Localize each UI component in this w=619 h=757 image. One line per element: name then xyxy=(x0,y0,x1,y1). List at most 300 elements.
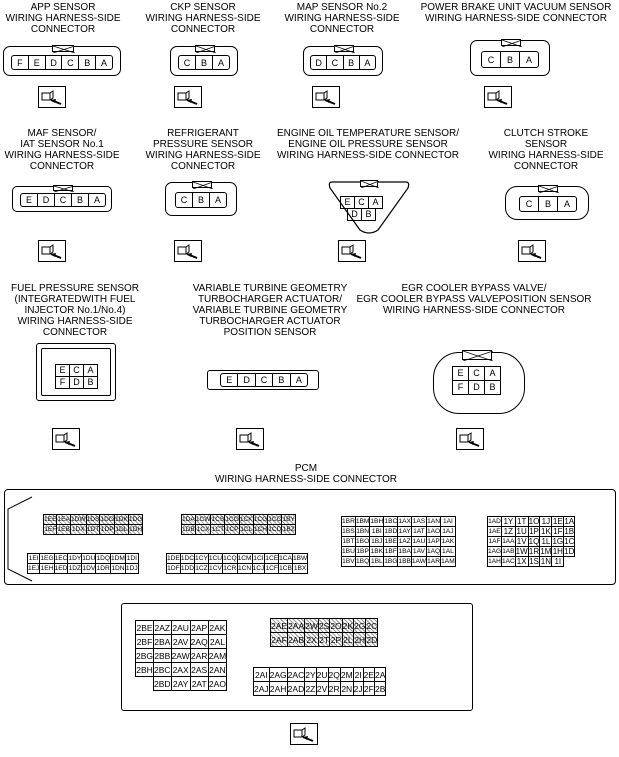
maf-sensor-connector xyxy=(12,186,112,212)
pin: 2G xyxy=(354,620,366,631)
connector-latch xyxy=(538,185,558,192)
pin: 1DL xyxy=(115,526,128,533)
pin: 2N xyxy=(341,683,353,694)
pin: 2T xyxy=(319,634,330,645)
pin: F xyxy=(453,381,469,395)
terminal-view-icon xyxy=(518,240,546,262)
pbu-sensor-connector xyxy=(470,40,550,76)
pin: 1AV xyxy=(412,548,425,555)
pin: 1CV xyxy=(209,565,222,572)
pin: 1CC xyxy=(268,516,282,523)
eot-pin-grid-lower xyxy=(347,208,376,221)
pin: 2BE xyxy=(136,622,153,633)
pin: B xyxy=(362,209,376,221)
pcm1-block-f xyxy=(487,516,575,567)
pin: C xyxy=(62,56,79,69)
pin: 2AM xyxy=(208,650,227,661)
pin: 2AL xyxy=(209,636,225,647)
pin: 1BT xyxy=(342,538,355,545)
pin: 1F xyxy=(553,527,563,536)
vtg-actuator-connector xyxy=(207,370,319,390)
pin: C xyxy=(176,193,193,207)
pin: 1EA xyxy=(57,516,70,523)
pin: A xyxy=(563,199,570,209)
pin: 1BA xyxy=(398,548,411,555)
pin: 1S xyxy=(529,557,539,566)
pin: 1CY xyxy=(195,555,208,562)
pin: 2AK xyxy=(209,622,226,633)
pin: 1BW xyxy=(292,555,308,562)
pin: 2V xyxy=(316,683,328,694)
pin: 1DN xyxy=(111,565,125,572)
pin: 1AW xyxy=(411,558,426,565)
pin: 2AE xyxy=(271,620,288,631)
pin: 2AO xyxy=(208,678,226,689)
pin: 2K xyxy=(342,620,354,631)
pin: 1DS xyxy=(86,516,100,523)
terminal-view-icon xyxy=(236,428,264,450)
pin: 1B xyxy=(564,527,575,536)
pin: 2Z xyxy=(305,683,316,694)
pin: 1BX xyxy=(293,565,307,572)
pcm2-block-top xyxy=(270,618,378,647)
pin: 2AF xyxy=(271,634,287,645)
connector-latch xyxy=(52,45,74,52)
pin: 1T xyxy=(517,517,527,526)
pin: 2BC xyxy=(154,664,171,675)
pin: 1ED xyxy=(54,565,68,572)
pin: B xyxy=(501,52,520,67)
egr-valve-caption: EGR COOLER BYPASS VALVE/ EGR COOLER BYPASS VALVEPOSITION SENSOR WIRING HARNESS-SIDE CONNECTOR xyxy=(356,283,592,316)
pin: 2AJ xyxy=(254,683,269,694)
pin: 1G xyxy=(552,537,564,546)
pin: A xyxy=(369,197,383,209)
pin: 1X xyxy=(516,557,527,566)
pin: 1M xyxy=(540,547,552,556)
pcm-caption: PCM WIRING HARNESS-SIDE CONNECTOR xyxy=(214,463,398,485)
pin: 1EH xyxy=(40,565,54,572)
pin: 1DY xyxy=(68,555,82,562)
pin: 1DD xyxy=(180,565,195,572)
pin: 1CX xyxy=(196,526,210,533)
pin: 1CZ xyxy=(195,565,208,572)
clutch-sensor-connector xyxy=(505,186,589,220)
connector-latch xyxy=(360,180,378,187)
pin: 2U xyxy=(316,669,328,680)
pin: 2C xyxy=(366,620,378,631)
pin: F xyxy=(56,377,70,389)
pin: 1K xyxy=(541,527,551,536)
pin: 2AI xyxy=(254,669,268,680)
pin: 1CO xyxy=(225,516,239,523)
pin: 2AQ xyxy=(190,636,208,647)
pin: 1AI xyxy=(441,517,456,527)
pin: E xyxy=(21,194,38,206)
pin: D xyxy=(46,56,63,69)
pin: 2AR xyxy=(190,650,208,661)
pin: 1AG xyxy=(488,548,502,555)
pin: D xyxy=(238,374,255,386)
pin: 1DU xyxy=(82,555,96,562)
pin: 2Y xyxy=(305,669,316,680)
pin: 1EE xyxy=(44,516,57,523)
pin: 1AZ xyxy=(398,538,411,545)
terminal-view-icon xyxy=(338,240,366,262)
pin: 1DW xyxy=(70,516,86,523)
pin: 1CI xyxy=(253,555,264,562)
pin: A xyxy=(364,57,371,68)
pin: 2H xyxy=(354,634,366,645)
pcm2-block-bottom xyxy=(253,667,386,696)
pin: 2AV xyxy=(172,636,189,647)
pin: 1CJ xyxy=(252,565,265,572)
pin: B xyxy=(344,56,360,69)
pin: C xyxy=(482,52,501,67)
pin: 1DA xyxy=(182,516,195,523)
pin xyxy=(136,677,154,691)
connector-latch xyxy=(462,350,492,360)
pin: 1CR xyxy=(223,565,237,572)
pin: E xyxy=(56,365,70,377)
pin: 1CA xyxy=(279,555,292,562)
pin: B xyxy=(84,377,98,389)
pin: 1DP xyxy=(100,526,114,533)
pin: 1BQ xyxy=(356,558,370,565)
pin: D xyxy=(70,377,84,389)
pin: 1N xyxy=(540,557,552,566)
pin: B xyxy=(193,193,210,207)
pin: 1AA xyxy=(502,538,515,545)
pin: 1BS xyxy=(342,528,355,535)
pin: 1BJ xyxy=(371,538,383,545)
pin: A xyxy=(485,367,501,381)
pin: 2F xyxy=(363,683,374,694)
pin: A xyxy=(525,54,532,65)
pin: 1AO xyxy=(426,528,441,535)
pin: 2I xyxy=(354,669,362,680)
pin: 1W xyxy=(515,547,528,556)
pin: 1AD xyxy=(488,518,501,525)
pin: 1EC xyxy=(54,555,68,562)
pin: 1AB xyxy=(502,548,515,555)
pin: 1BF xyxy=(384,548,397,555)
connector-latch xyxy=(501,39,521,46)
pin: 1BP xyxy=(356,548,369,555)
pin: 1CE xyxy=(265,555,279,562)
pin: 1D xyxy=(564,547,575,556)
pin: 2AH xyxy=(269,683,287,694)
pin: 2J xyxy=(353,683,363,694)
pin: 2BF xyxy=(136,636,153,647)
pin: 1DR xyxy=(96,565,110,572)
pin: C xyxy=(469,367,485,381)
pin: 1CF xyxy=(265,565,278,572)
pin: 1BY xyxy=(282,516,295,523)
pin: 1DT xyxy=(86,526,100,533)
pin: 1CP xyxy=(225,526,239,533)
pin: C xyxy=(55,194,72,206)
pin: 2R xyxy=(328,683,340,694)
pin: 1P xyxy=(529,527,539,536)
pin: 1J xyxy=(541,517,551,526)
pin: 1CG xyxy=(253,516,268,523)
pin: 1R xyxy=(528,547,540,556)
terminal-view-icon xyxy=(290,723,318,745)
pin: D xyxy=(469,381,485,395)
pin: 2X xyxy=(306,634,317,645)
pin: 2W xyxy=(305,620,318,631)
eot-sensor-caption: ENGINE OIL TEMPERATURE SENSOR/ ENGINE OIL PRESSURE SENSOR WIRING HARNESS-SIDE CONNECTOR xyxy=(276,128,460,161)
terminal-view-icon xyxy=(456,428,484,450)
pin: 1DH xyxy=(128,526,143,533)
pin: 1BU xyxy=(342,548,355,555)
pin: D xyxy=(38,194,55,206)
pin: 2BH xyxy=(136,664,153,675)
refrigerant-sensor-connector xyxy=(165,182,237,216)
pin: 1DV xyxy=(82,565,96,572)
clutch-sensor-caption: CLUTCH STROKE SENSOR WIRING HARNESS-SIDE CONNECTOR xyxy=(488,128,604,172)
pin: 2AW xyxy=(171,650,190,661)
pin: 2O xyxy=(330,620,342,631)
pin: A xyxy=(84,365,98,377)
pin: 1DC xyxy=(180,555,195,562)
pin: 1AR xyxy=(427,558,440,565)
pin: 2BD xyxy=(154,678,171,689)
map-sensor-caption: MAP SENSOR No.2 WIRING HARNESS-SIDE CONNECTOR xyxy=(284,2,400,35)
pin: C xyxy=(520,197,539,211)
pin: 1AN xyxy=(427,518,440,525)
pin: 1AT xyxy=(413,528,425,535)
pin: 1DX xyxy=(71,526,85,533)
pin: 2M xyxy=(340,669,353,680)
pin: B xyxy=(539,197,558,211)
pin: 1AJ xyxy=(442,528,454,535)
pin: 1C xyxy=(564,537,575,546)
pin: 1DZ xyxy=(68,565,82,572)
pin: 1BZ xyxy=(282,526,295,533)
terminal-view-icon xyxy=(38,86,66,108)
pin: 1DM xyxy=(111,555,125,562)
pcm1-block-a xyxy=(43,514,143,535)
egr-pin-grid xyxy=(452,366,501,395)
pin: 2BA xyxy=(154,636,171,647)
pin: 1CW xyxy=(195,516,211,523)
pin: 1DQ xyxy=(96,555,110,562)
ckp-sensor-caption: CKP SENSOR WIRING HARNESS-SIDE CONNECTOR xyxy=(145,2,261,35)
vtg-actuator-caption: VARIABLE TURBINE GEOMETRY TURBOCHARGER ACTUATOR/ VARIABLE TURBINE GEOMETRY TURBOCHARGER ACTUATOR POSITION SENSOR xyxy=(192,283,348,338)
connector-latch xyxy=(334,45,354,52)
terminal-view-icon xyxy=(174,86,202,108)
pin: 2AA xyxy=(288,620,305,631)
pin: B xyxy=(196,56,213,69)
pin: 1I xyxy=(552,557,564,567)
pin: 1O xyxy=(528,517,540,526)
pin: 1EG xyxy=(40,555,54,562)
pcm1-block-b xyxy=(181,514,296,535)
pin: B xyxy=(273,374,290,386)
pin: E xyxy=(29,56,46,69)
pin: 2D xyxy=(366,634,378,645)
pin: 1DF xyxy=(167,565,180,572)
terminal-view-icon xyxy=(312,86,340,108)
pin: 1BK xyxy=(370,548,384,555)
pin: 1AC xyxy=(502,558,515,565)
pin: 1CU xyxy=(208,555,223,562)
pin: 1BR xyxy=(342,518,355,525)
pin: 1DK xyxy=(114,516,128,523)
pcm2-block-left xyxy=(135,620,227,691)
pin: 1BN xyxy=(356,528,370,535)
pcm1-block-c xyxy=(27,553,139,574)
pin: C xyxy=(70,365,84,377)
connector-latch xyxy=(192,181,212,188)
refrigerant-sensor-caption: REFRIGERANT PRESSURE SENSOR WIRING HARNESS-SIDE CONNECTOR xyxy=(145,128,261,172)
pin: 1EB xyxy=(57,526,70,533)
pin: 1CB xyxy=(279,565,292,572)
ckp-sensor-connector xyxy=(170,46,238,76)
pcm1-block-d xyxy=(166,553,308,574)
pin: 1AS xyxy=(412,518,426,525)
pin: 1CQ xyxy=(223,555,237,562)
pin: 1DO xyxy=(100,516,114,523)
pin: 1AY xyxy=(398,528,411,535)
pin: 1DB xyxy=(182,526,195,533)
pin: 1Y xyxy=(503,517,514,526)
pin: 1A xyxy=(564,517,575,526)
pin: 1BV xyxy=(342,558,355,565)
pin: 1AH xyxy=(488,558,501,565)
pin: 1AF xyxy=(488,538,501,545)
pin: 2BG xyxy=(136,650,154,661)
pin: 2AX xyxy=(172,664,189,675)
pin: 1BD xyxy=(384,528,398,535)
pin: 1CL xyxy=(240,526,253,533)
app-sensor-caption: APP SENSOR WIRING HARNESS-SIDE CONNECTOR xyxy=(5,2,121,35)
pin: 1BE xyxy=(384,538,398,545)
pin: 1Z xyxy=(502,527,516,537)
pin: 1H xyxy=(552,547,563,556)
pin: B xyxy=(79,56,96,69)
pin: 2P xyxy=(330,634,342,645)
pin: 1CN xyxy=(237,565,252,572)
pin: 2AB xyxy=(288,634,305,645)
pin: C xyxy=(327,56,343,69)
pin: 2B xyxy=(375,683,386,694)
pin: 1L xyxy=(541,537,551,546)
pin: 1BB xyxy=(398,558,411,565)
pin: 1BC xyxy=(384,518,398,525)
pin: 1AE xyxy=(488,528,501,535)
terminal-view-icon xyxy=(174,240,202,262)
pin: C xyxy=(256,374,273,386)
pin: 1BL xyxy=(370,558,383,565)
pin: 1U xyxy=(516,527,527,536)
pin: 1DJ xyxy=(125,565,138,572)
pin: 1Q xyxy=(528,537,540,546)
pin: C xyxy=(179,56,196,69)
pin: 2AP xyxy=(191,622,208,633)
pin: 2BB xyxy=(154,650,171,661)
pin: A xyxy=(101,57,108,68)
app-sensor-connector xyxy=(3,46,121,76)
pin: 2AT xyxy=(191,678,207,689)
pin: 2AY xyxy=(172,678,189,689)
maf-sensor-caption: MAF SENSOR/ IAT SENSOR No.1 WIRING HARNESS-SIDE CONNECTOR xyxy=(4,128,120,172)
pin: 2AS xyxy=(191,664,208,675)
pin: 1DG xyxy=(128,516,143,523)
pin: B xyxy=(485,381,501,395)
terminal-view-icon xyxy=(38,240,66,262)
pin: 1V xyxy=(516,537,527,546)
pin: D xyxy=(311,56,327,69)
pin: 2AG xyxy=(269,669,287,680)
pin: B xyxy=(72,194,89,206)
pin: 1AQ xyxy=(426,548,441,555)
fuel-sensor-caption: FUEL PRESSURE SENSOR (INTEGRATEDWITH FUEL INJECTOR No.1/No.4) WIRING HARNESS-SIDE CONNECTOR xyxy=(11,283,139,338)
pin: 2S xyxy=(318,620,330,631)
pin: F xyxy=(12,56,29,69)
terminal-view-icon xyxy=(52,428,80,450)
pin: 2AN xyxy=(209,664,226,675)
fuel-pin-grid xyxy=(55,364,98,389)
pin: 1E xyxy=(552,517,563,526)
connector-latch xyxy=(53,185,73,191)
pin: 2Q xyxy=(328,669,340,680)
pin: A xyxy=(295,375,302,385)
pin: D xyxy=(348,209,362,221)
pin: 1AP xyxy=(427,538,440,545)
map-sensor-connector xyxy=(303,46,383,76)
pin: 2E xyxy=(363,669,375,680)
pin: 1CM xyxy=(237,555,252,562)
pin: 1AX xyxy=(398,518,411,525)
pin: 1BG xyxy=(384,558,398,565)
pin: 2L xyxy=(343,634,353,645)
pin: 2AZ xyxy=(154,622,171,633)
pin: A xyxy=(93,195,100,205)
pin: E xyxy=(221,374,238,386)
pin: 1CT xyxy=(211,526,225,533)
pin: 2A xyxy=(375,669,386,680)
pin: A xyxy=(214,195,221,205)
pin: 1BO xyxy=(356,538,370,545)
pin: 1CK xyxy=(239,516,253,523)
pin: 1CS xyxy=(211,516,225,523)
pin xyxy=(564,557,575,567)
pcm1-block-e xyxy=(341,516,456,567)
pin: C xyxy=(355,197,369,209)
pin: 1EJ xyxy=(28,565,40,572)
pin: 2AD xyxy=(287,683,305,694)
pin: 1DI xyxy=(126,555,137,562)
pin: 2AC xyxy=(287,669,305,680)
pbu-sensor-caption: POWER BRAKE UNIT VACUUM SENSOR WIRING HARNESS-SIDE CONNECTOR xyxy=(420,2,612,24)
pin: 1CD xyxy=(268,526,282,533)
pin: 1AL xyxy=(442,548,454,555)
pin: 1BI xyxy=(371,528,382,535)
pin: 1BH xyxy=(370,518,384,525)
pin: 1BM xyxy=(355,518,370,525)
pin: A xyxy=(217,57,224,68)
connector-latch xyxy=(195,45,215,52)
pin: 1DE xyxy=(167,555,180,562)
pin: 1AM xyxy=(441,558,455,565)
pin: 1CH xyxy=(253,526,268,533)
pin: E xyxy=(341,197,355,209)
pin: 1EF xyxy=(44,526,57,533)
terminal-view-icon xyxy=(484,86,512,108)
pin: E xyxy=(453,367,469,381)
